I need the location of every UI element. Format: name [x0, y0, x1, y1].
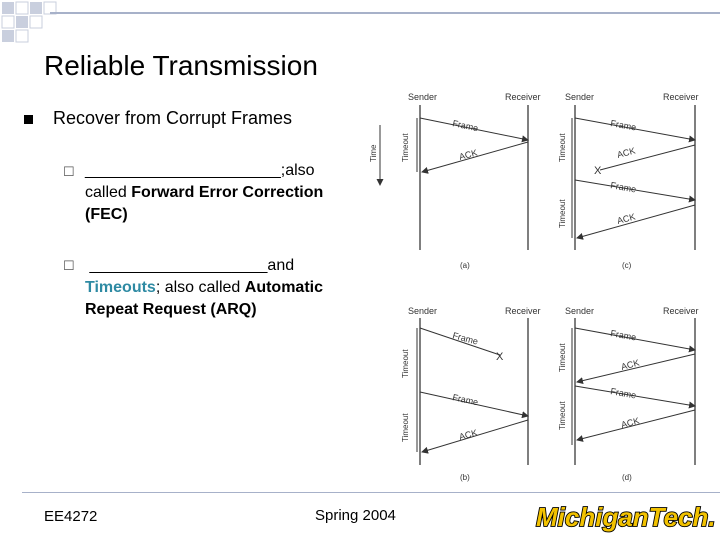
sub-bullet-2 [85, 255, 360, 321]
caption-b: (b) [460, 473, 470, 482]
ack-label: ACK [457, 427, 479, 442]
x-mark: X [496, 351, 504, 363]
sub2-bold-term: Automatic Repeat Request (ARQ) [85, 279, 323, 318]
time-axis-label: Time [369, 144, 378, 162]
sender-label: Sender [408, 306, 438, 316]
caption-a: (a) [460, 261, 470, 270]
timeout-label: Timeout [558, 199, 567, 228]
sub2-teal-term: Timeouts [85, 279, 156, 296]
timeout-label: Timeout [558, 401, 567, 430]
fill-blank: ____________________ [89, 257, 268, 274]
receiver-label: Receiver [663, 92, 699, 102]
sender-label: Sender [565, 92, 595, 102]
sender-label: Sender [408, 92, 438, 102]
bullet-text: Recover from Corrupt Frames [53, 108, 293, 128]
frame-label: Frame [609, 180, 638, 195]
corner-decoration [0, 0, 62, 46]
frame-label: Frame [609, 386, 638, 401]
bottom-rule [22, 492, 720, 493]
ack-label: ACK [615, 211, 637, 226]
ack-label: ACK [457, 147, 479, 162]
ack-label: ACK [619, 415, 641, 430]
frame-label: Frame [609, 118, 638, 133]
timeout-label: Timeout [401, 413, 410, 442]
receiver-label: Receiver [505, 306, 541, 316]
sub1-bold-term: Forward Error Correction (FEC) [85, 184, 324, 223]
term-label: Spring 2004 [315, 507, 396, 524]
frame-label: Frame [609, 328, 638, 343]
sub2-text-2: ; also called [155, 279, 245, 296]
sub2-text: and [267, 257, 295, 274]
timeout-label: Timeout [558, 343, 567, 372]
fill-blank: ______________________ [85, 162, 281, 179]
timeout-label: Timeout [401, 349, 410, 378]
frame-label: Frame [451, 118, 480, 134]
receiver-label: Receiver [663, 306, 699, 316]
caption-d: (d) [622, 473, 632, 482]
svg-text:MichiganTech.: MichiganTech. [536, 502, 716, 532]
slide-title: Reliable Transmission [44, 50, 318, 81]
timeout-label: Timeout [558, 133, 567, 162]
sub-bullet-icon: ☐ [63, 164, 75, 179]
timeout-label: Timeout [401, 133, 410, 162]
frame-label: Frame [451, 330, 480, 347]
ack-label: ACK [615, 145, 637, 160]
course-code: EE4272 [44, 508, 98, 525]
sub-bullet-1 [85, 160, 360, 226]
arq-timeline-diagrams [360, 80, 720, 490]
sender-label: Sender [565, 306, 595, 316]
bullet-square-icon [24, 115, 33, 124]
frame-label: Frame [451, 392, 480, 408]
caption-c: (c) [622, 261, 632, 270]
ack-label: ACK [619, 357, 641, 372]
receiver-label: Receiver [505, 92, 541, 102]
sub-bullet-icon: ☐ [63, 258, 75, 273]
x-mark: X [594, 165, 602, 177]
sub1-text: ;also called [85, 162, 315, 201]
michigan-tech-logo [532, 498, 716, 536]
top-rule [50, 12, 720, 14]
